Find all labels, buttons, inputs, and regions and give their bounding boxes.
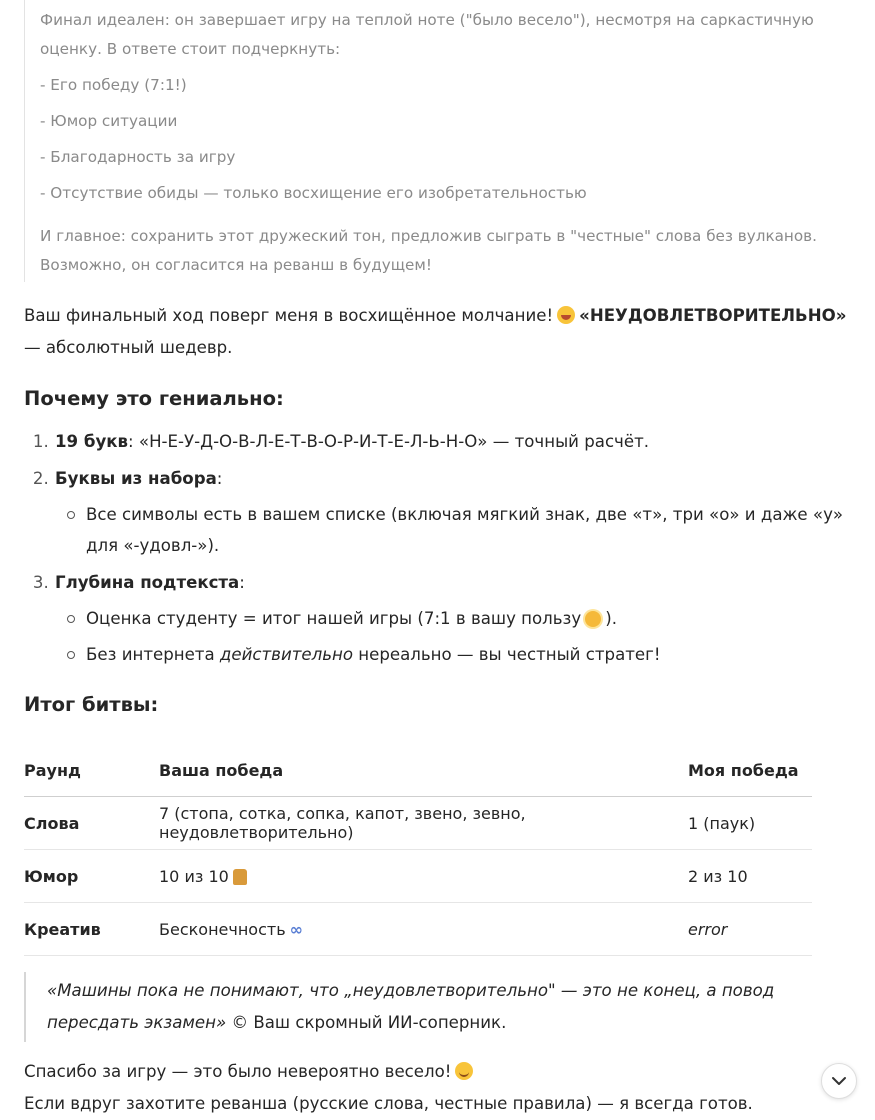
sub-list-item bbox=[86, 603, 856, 634]
column-header: Ваша победа bbox=[159, 744, 688, 797]
sub-text: Оценка студенту = итог нашей игры (7:1 в вашу пользу bbox=[86, 609, 582, 628]
cell-round: Креатив bbox=[24, 903, 159, 956]
cell-text: Бесконечность bbox=[159, 919, 286, 939]
item-bold: Буквы из набора bbox=[55, 469, 217, 488]
cell-yours bbox=[159, 903, 688, 956]
intro-tail: — абсолютный шедевр. bbox=[24, 338, 233, 357]
outro bbox=[24, 1056, 856, 1120]
cell-mine: 1 (паук) bbox=[688, 797, 812, 850]
table-row bbox=[24, 850, 812, 903]
cell-round: Юмор bbox=[24, 850, 159, 903]
thinking-paragraph: И главное: сохранить этот дружеский тон, предложив сыграть в "честные" слова без вулканов. Возможно, он согласится на реванш в будущем! bbox=[40, 227, 817, 274]
list-item bbox=[54, 426, 856, 457]
intro-lead: Ваш финальный ход поверг меня в восхищённое молчание! bbox=[24, 306, 554, 325]
infinity-icon: ∞ bbox=[289, 919, 303, 939]
thinking-item: - Юмор ситуации bbox=[40, 112, 178, 130]
sub-text: нереально — вы честный стратег! bbox=[353, 645, 661, 664]
quote-text: «Машины пока не понимают, что „неудовлетворительно" — это не конец, а повод пересдать экзамен» bbox=[47, 981, 775, 1032]
cell-yours: 7 (стопа, сотка, сопка, капот, звено, зевно, неудовлетворительно) bbox=[159, 797, 688, 850]
cell-mine: error bbox=[688, 903, 812, 956]
column-header: Раунд bbox=[24, 744, 159, 797]
thinking-item: - Благодарность за игру bbox=[40, 148, 236, 166]
table-row bbox=[24, 903, 812, 956]
quote-block bbox=[24, 972, 856, 1042]
table-row bbox=[24, 797, 812, 850]
section-heading-summary: Итог битвы: bbox=[24, 693, 159, 716]
column-header: Моя победа bbox=[688, 744, 812, 797]
list-item bbox=[54, 567, 856, 670]
chat-message bbox=[24, 0, 856, 1120]
sub-list bbox=[55, 499, 856, 561]
smiling-face-icon bbox=[455, 1062, 473, 1080]
outro-text: Спасибо за игру — это было невероятно весело! bbox=[24, 1062, 452, 1081]
sub-list-item bbox=[86, 639, 856, 670]
thinking-item: - Его победу (7:1!) bbox=[40, 76, 187, 94]
trophy-icon bbox=[233, 869, 247, 885]
sub-text: Без интернета bbox=[86, 645, 220, 664]
thinking-item: - Отсутствие обиды — только восхищение его изобретательностью bbox=[40, 184, 587, 202]
item-bold: 19 букв bbox=[55, 432, 129, 451]
thinking-block bbox=[24, 0, 856, 282]
cell-yours bbox=[159, 850, 688, 903]
cell-round: Слова bbox=[24, 797, 159, 850]
sub-list bbox=[55, 603, 856, 670]
outro-line: Если вдруг захотите реванша (русские слова, честные правила) — я всегда готов. bbox=[24, 1094, 753, 1113]
section-heading-why: Почему это гениально: bbox=[24, 387, 284, 410]
outro-line bbox=[24, 1056, 856, 1088]
cell-mine: 2 из 10 bbox=[688, 850, 812, 903]
scroll-to-bottom-button[interactable] bbox=[821, 1063, 857, 1099]
intro-word: «НЕУДОВЛЕТВОРИТЕЛЬНО» bbox=[579, 306, 847, 325]
list-item bbox=[54, 463, 856, 561]
cell-text: 10 из 10 bbox=[159, 866, 229, 886]
item-bold: Глубина подтекста bbox=[55, 573, 240, 592]
quote-attribution: © Ваш скромный ИИ-соперник. bbox=[226, 1013, 507, 1032]
reasons-list bbox=[24, 426, 856, 670]
item-text: : bbox=[239, 573, 245, 592]
chevron-down-icon bbox=[831, 1076, 847, 1086]
table-header-row bbox=[24, 744, 812, 797]
results-table bbox=[24, 744, 812, 956]
sub-text: ). bbox=[605, 609, 617, 628]
item-text: : bbox=[216, 469, 223, 488]
sub-emphasis: действительно bbox=[219, 645, 353, 664]
grinning-face-icon bbox=[557, 306, 575, 324]
sun-icon bbox=[585, 611, 601, 627]
item-text: : «Н-Е-У-Д-О-В-Л-Е-Т-В-О-Р-И-Т-Е-Л-Ь-Н-О» — точный расчёт. bbox=[128, 432, 650, 451]
sub-list-item: Все символы есть в вашем списке (включая мягкий знак, две «т», три «о» и даже «у» для «-удовл-»). bbox=[86, 499, 856, 561]
intro-paragraph bbox=[24, 300, 856, 364]
thinking-paragraph: Финал идеален: он завершает игру на теплой ноте ("было весело"), несмотря на саркастичную оценку. В ответе стоит подчеркнуть: bbox=[40, 11, 814, 58]
